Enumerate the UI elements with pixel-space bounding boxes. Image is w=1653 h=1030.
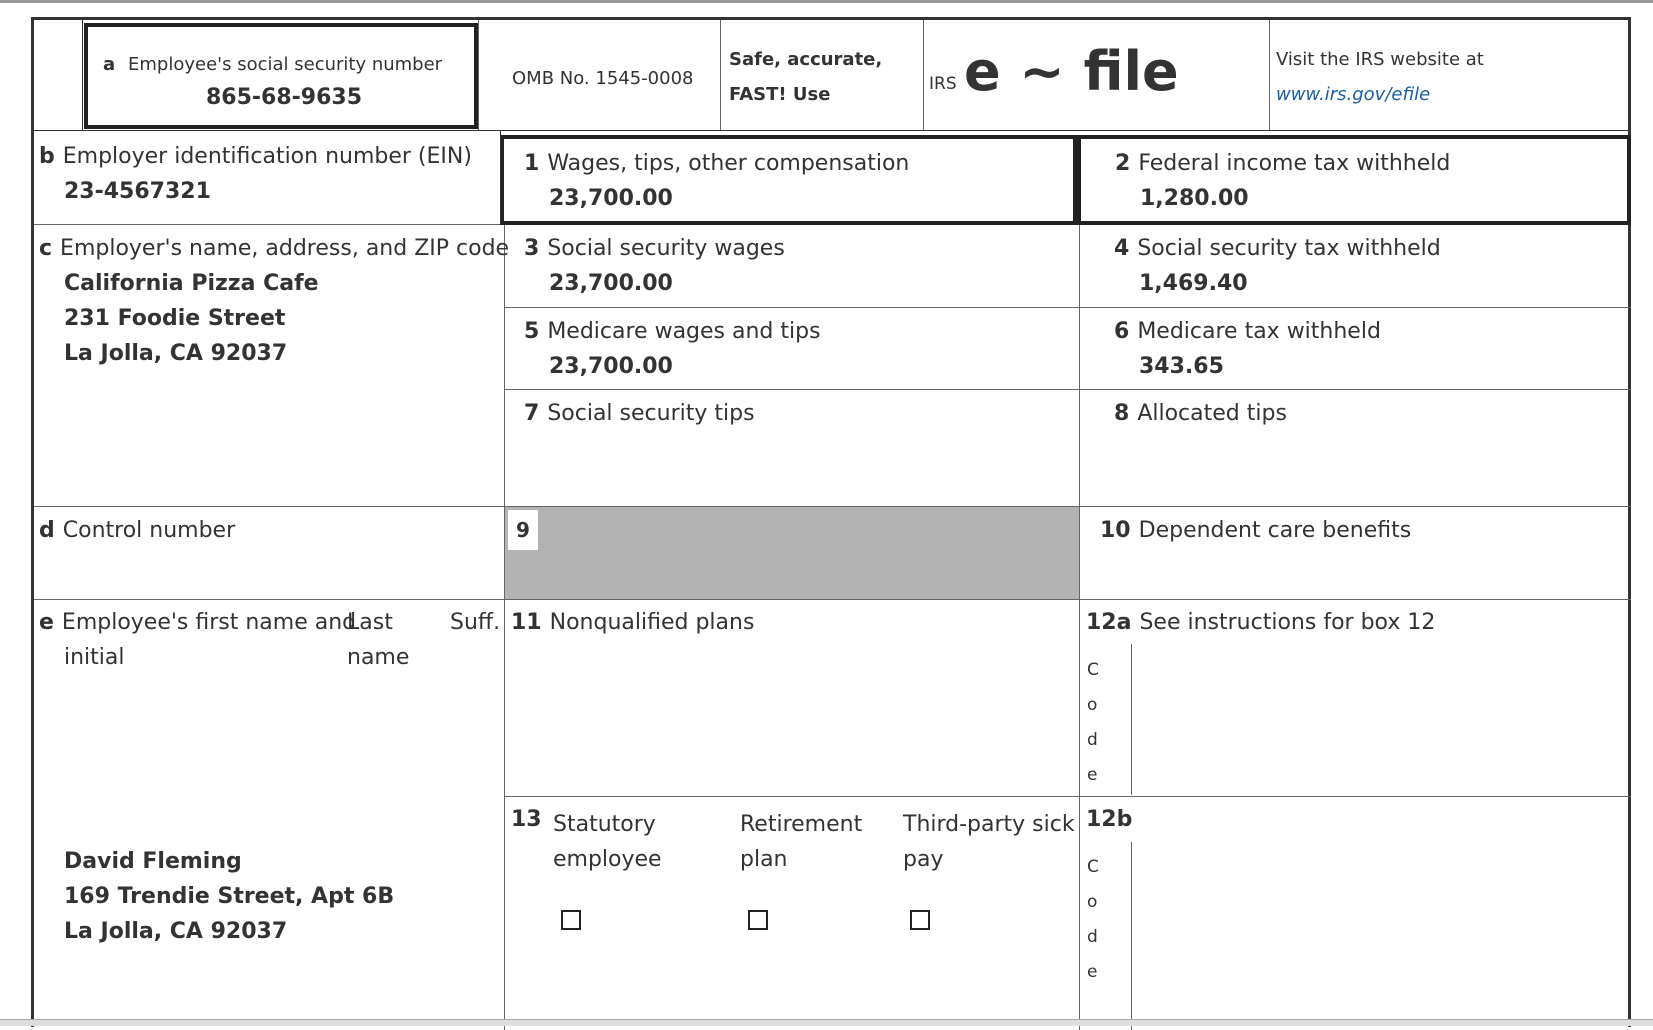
box-e-label: e Employee's first name and bbox=[39, 610, 357, 635]
grid-divider-left bbox=[504, 225, 505, 1030]
box-7-label: 7 Social security tips bbox=[524, 401, 755, 426]
box-12b-label: 12b bbox=[1086, 807, 1133, 832]
statutory-employee-checkbox[interactable] bbox=[561, 910, 581, 930]
box-12b-code-e: e bbox=[1087, 962, 1098, 982]
box-12a-code-divider bbox=[1131, 644, 1132, 795]
employee-name[interactable]: David Fleming bbox=[64, 849, 242, 874]
box-d-label: d Control number bbox=[39, 518, 236, 543]
w2-form bbox=[31, 17, 1631, 1027]
statutory-label: Statutory bbox=[553, 812, 656, 837]
box-9-shaded bbox=[505, 507, 1079, 599]
retirement-label-line2: plan bbox=[740, 847, 788, 872]
box-12a-code-d: d bbox=[1087, 730, 1098, 750]
irs-label: IRS bbox=[929, 74, 957, 94]
box-b-label: b Employer identification number (EIN) bbox=[39, 144, 472, 169]
box-12b-code-divider bbox=[1131, 842, 1132, 1030]
box-1-label: 1 Wages, tips, other compensation bbox=[524, 151, 910, 176]
box-6-label: 6 Medicare tax withheld bbox=[1114, 319, 1381, 344]
box-8-label: 8 Allocated tips bbox=[1114, 401, 1287, 426]
retirement-plan-checkbox[interactable] bbox=[748, 910, 768, 930]
employee-city[interactable]: La Jolla, CA 92037 bbox=[64, 919, 288, 944]
box-1-value[interactable]: 23,700.00 bbox=[549, 186, 673, 211]
retirement-label: Retirement bbox=[740, 812, 863, 837]
box-12a-label: 12a See instructions for box 12 bbox=[1086, 610, 1436, 635]
row-d-bottom-line bbox=[34, 599, 1631, 600]
employer-street[interactable]: 231 Foodie Street bbox=[64, 306, 286, 331]
box-3-label: 3 Social security wages bbox=[524, 236, 785, 261]
visit-irs-text: Visit the IRS website at bbox=[1276, 49, 1484, 70]
box-4-label: 4 Social security tax withheld bbox=[1114, 236, 1441, 261]
box-12a-code-e: e bbox=[1087, 765, 1098, 785]
irs-efile-link[interactable]: www.irs.gov/efile bbox=[1276, 84, 1431, 105]
third-party-sick-pay-checkbox[interactable] bbox=[910, 910, 930, 930]
header-left-divider bbox=[82, 20, 83, 130]
box-3-value[interactable]: 23,700.00 bbox=[549, 271, 673, 296]
header-divider-4 bbox=[1269, 20, 1270, 130]
header-divider-1 bbox=[478, 20, 479, 130]
box-1 bbox=[500, 135, 1077, 225]
ssn-letter: a bbox=[103, 54, 116, 75]
box-12b-code-c: C bbox=[1087, 857, 1099, 877]
box-2-label: 2 Federal income tax withheld bbox=[1115, 151, 1451, 176]
box-12a-code-c: C bbox=[1087, 660, 1099, 680]
safe-accurate-text: Safe, accurate, bbox=[729, 49, 883, 70]
employer-name[interactable]: California Pizza Cafe bbox=[64, 271, 319, 296]
grid-divider-right bbox=[1079, 225, 1080, 1030]
row-b-divider bbox=[500, 130, 501, 225]
ssn-value[interactable]: 865-68-9635 bbox=[206, 85, 363, 110]
box-12b-code-d: d bbox=[1087, 927, 1098, 947]
box-4-value[interactable]: 1,469.40 bbox=[1139, 271, 1248, 296]
fast-use-text: FAST! Use bbox=[729, 84, 831, 105]
box-2-value[interactable]: 1,280.00 bbox=[1140, 186, 1249, 211]
row-5-bottom-line bbox=[504, 389, 1631, 390]
header-divider-3 bbox=[923, 20, 924, 130]
row-3-bottom-line bbox=[504, 307, 1631, 308]
row-11-bottom-line bbox=[504, 796, 1631, 797]
header-bottom-line bbox=[34, 130, 1631, 131]
header-divider-2 bbox=[720, 20, 721, 130]
third-party-sick-label: Third-party sick bbox=[903, 812, 1075, 837]
box-b-ein-value[interactable]: 23-4567321 bbox=[64, 179, 211, 204]
window-bottom-border bbox=[0, 1020, 1653, 1026]
box-5-value[interactable]: 23,700.00 bbox=[549, 354, 673, 379]
box-11-label: 11 Nonqualified plans bbox=[511, 610, 755, 635]
row-b-bottom-line bbox=[34, 224, 500, 225]
box-5-label: 5 Medicare wages and tips bbox=[524, 319, 821, 344]
box-9-number: 9 bbox=[508, 510, 538, 550]
box-13-number: 13 bbox=[511, 807, 542, 832]
suffix-label: Suff. bbox=[450, 610, 501, 635]
last-name-label: Last bbox=[347, 610, 393, 635]
box-e-label-line2: initial bbox=[64, 645, 125, 670]
box-12a-code-o: o bbox=[1087, 695, 1098, 715]
employee-street[interactable]: 169 Trendie Street, Apt 6B bbox=[64, 884, 395, 909]
box-2 bbox=[1077, 135, 1631, 225]
box-6-value[interactable]: 343.65 bbox=[1139, 354, 1224, 379]
last-name-label-line2: name bbox=[347, 645, 410, 670]
statutory-label-line2: employee bbox=[553, 847, 662, 872]
efile-logo: e ~ file bbox=[964, 40, 1179, 103]
box-12b-code-o: o bbox=[1087, 892, 1098, 912]
ssn-label: Employee's social security number bbox=[128, 54, 443, 75]
employer-city[interactable]: La Jolla, CA 92037 bbox=[64, 341, 288, 366]
omb-number: OMB No. 1545-0008 bbox=[512, 68, 694, 89]
ssn-box bbox=[84, 23, 478, 129]
third-party-sick-label-line2: pay bbox=[903, 847, 944, 872]
box-c-label: c Employer's name, address, and ZIP code bbox=[39, 236, 510, 261]
window-top-border bbox=[0, 0, 1653, 3]
box-10-label: 10 Dependent care benefits bbox=[1100, 518, 1412, 543]
